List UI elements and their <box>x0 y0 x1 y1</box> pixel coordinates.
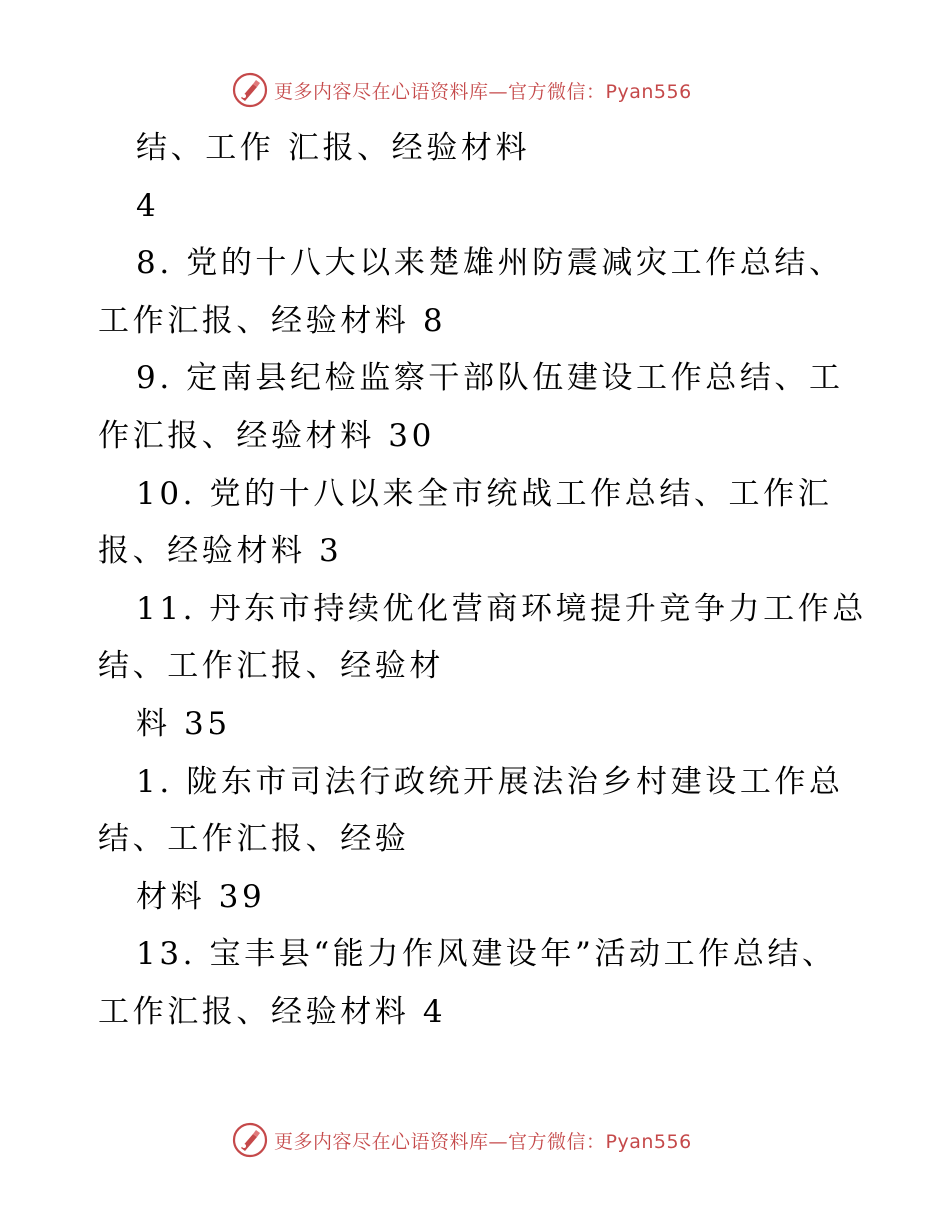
toc-line: 1. 陇东市司法行政统开展法治乡村建设工作总 <box>136 763 844 800</box>
watermark-text: 更多内容尽在心语资料库—官方微信：Pyan556 <box>274 80 692 103</box>
toc-line: 工作汇报、经验材料 4 <box>98 993 447 1030</box>
toc-line: 结、工作 汇报、经验材料 <box>136 130 531 166</box>
toc-line: 料 35 <box>136 705 231 742</box>
watermark-text: 更多内容尽在心语资料库—官方微信：Pyan556 <box>274 1130 692 1153</box>
toc-line: 结、工作汇报、经验材 <box>98 648 444 685</box>
document-body <box>98 120 867 1042</box>
toc-line: 材料 39 <box>136 878 266 915</box>
toc-line: 作汇报、经验材料 30 <box>98 417 435 454</box>
toc-line: 8. 党的十八大以来楚雄州防震减灾工作总结、 <box>136 245 844 282</box>
watermark-banner-top <box>232 70 692 110</box>
toc-line: 9. 定南县纪检监察干部队伍建设工作总结、工 <box>136 360 844 397</box>
toc-line: 4 <box>136 187 160 224</box>
watermark-banner-bottom <box>232 1120 692 1160</box>
toc-line: 11. 丹东市持续优化营商环境提升竞争力工作总 <box>136 590 867 627</box>
pen-logo-icon <box>232 1122 268 1158</box>
pen-logo-icon <box>232 72 268 108</box>
toc-line: 10. 党的十八以来全市统战工作总结、工作汇 <box>136 475 833 512</box>
toc-line: 13. 宝丰县“能力作风建设年”活动工作总结、 <box>136 936 837 973</box>
toc-line: 报、经验材料 3 <box>98 533 343 570</box>
toc-line: 工作汇报、经验材料 8 <box>98 302 447 339</box>
toc-line: 结、工作汇报、经验 <box>98 821 410 858</box>
